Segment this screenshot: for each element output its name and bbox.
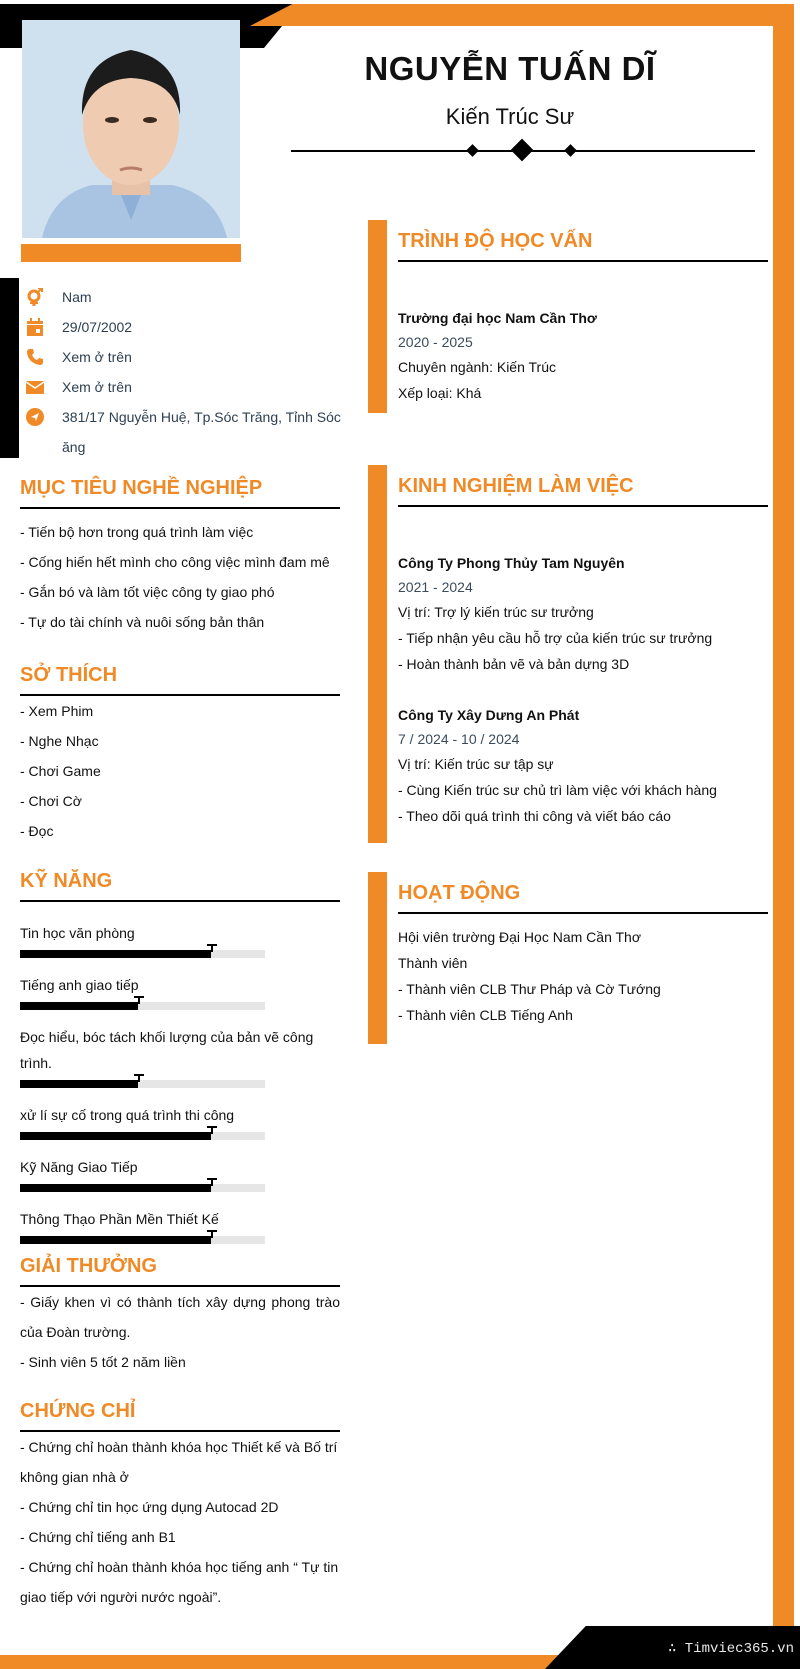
candidate-name: NGUYỄN TUẤN DĨ (364, 50, 656, 87)
section-hobbies (20, 662, 340, 846)
section-title: HOẠT ĐỘNG (398, 882, 521, 904)
contact-birthday: 29/07/2002 (26, 312, 346, 342)
phone-icon (26, 342, 62, 372)
section-rule (20, 900, 340, 902)
contact-address: 381/17 Nguyễn Huệ, Tp.Sóc Trăng, Tỉnh Sóc ăng (26, 402, 346, 462)
contact-gender: Nam (26, 282, 346, 312)
job-entry: Công Ty Xây Dưng An Phát 7 / 2024 - 10 / 2024 Vị trí: Kiến trúc sư tập sự - Cùng Kiến trúc sư chủ trì làm việc với khách hàng - Theo dõi quá trình thi công và viết báo cáo (398, 703, 768, 829)
skill-item: Thông Thạo Phần Mền Thiết Kế (20, 1206, 340, 1244)
skill-bar (20, 1236, 265, 1244)
section-experience (368, 465, 768, 843)
education-grade: Xếp loại: Khá (398, 385, 482, 401)
list-item: - Nghe Nhạc (20, 733, 99, 749)
contact-info (26, 282, 346, 462)
education-period: 2020 - 2025 (398, 334, 473, 350)
section-title: KINH NGHIỆM LÀM VIỆC (398, 475, 634, 497)
skill-bar (20, 1080, 265, 1088)
list-item: - Tự do tài chính và nuôi sống bản thân (20, 614, 265, 630)
section-title: CHỨNG CHỈ (20, 1400, 136, 1422)
list-item: - Giấy khen vì có thành tích xây dựng phong trào của Đoàn trường. (20, 1294, 340, 1340)
section-rule (398, 912, 768, 914)
skill-item: Kỹ Năng Giao Tiếp (20, 1154, 340, 1192)
decor-top-orange (250, 4, 780, 26)
location-icon (26, 402, 62, 432)
decor-right-orange (773, 4, 794, 1669)
list-item: - Chơi Game (20, 763, 101, 779)
list-item: - Gắn bó và làm tốt việc công ty giao phó (20, 584, 275, 600)
skill-item: xử lí sự cố trong quá trình thi công (20, 1102, 340, 1140)
skill-item: Tin học văn phòng (20, 920, 340, 958)
section-skills (20, 868, 340, 1258)
list-item: - Chứng chỉ tin học ứng dụng Autocad 2D (20, 1499, 279, 1515)
divider-diamond-left (466, 144, 479, 157)
email-icon (26, 372, 62, 402)
company-name: Công Ty Xây Dưng An Phát (398, 707, 580, 723)
list-item: - Chứng chỉ hoàn thành khóa học tiếng anh “ Tự tin giao tiếp với người nước ngoài”. (20, 1559, 339, 1605)
section-certificates (20, 1398, 340, 1612)
section-accent-bar (368, 872, 387, 1044)
school-name: Trường đại học Nam Cần Thơ (398, 310, 597, 326)
list-item: - Cống hiến hết mình cho công việc mình đam mê (20, 554, 330, 570)
section-title: KỸ NĂNG (20, 870, 113, 892)
skill-item: Tiếng anh giao tiếp (20, 972, 340, 1010)
candidate-role: Kiến Trúc Sư (445, 104, 575, 129)
list-item: - Đọc (20, 823, 54, 839)
contact-email: Xem ở trên (26, 372, 346, 402)
skill-bar (20, 1002, 265, 1010)
section-objective (20, 475, 340, 637)
skill-item: Đọc hiểu, bóc tách khối lượng của bản vẽ công trình. (20, 1024, 340, 1088)
section-title: MỤC TIÊU NGHỀ NGHIỆP (20, 477, 263, 499)
decor-left-black (0, 278, 19, 458)
list-item: - Tiến bộ hơn trong quá trình làm việc (20, 524, 254, 540)
job-entry: Công Ty Phong Thủy Tam Nguyên 2021 - 2024 Vị trí: Trợ lý kiến trúc sư trưởng - Tiếp nhận yêu cầu hỗ trợ của kiến trúc sư trưởng - Hoàn thành bản vẽ và bản dựng 3D (398, 551, 768, 677)
calendar-icon (26, 312, 62, 342)
gender-icon (26, 282, 62, 312)
list-item: - Xem Phim (20, 703, 94, 719)
section-rule (398, 505, 768, 507)
list-item: - Chứng chỉ hoàn thành khóa học Thiết kế và Bố trí không gian nhà ở (20, 1439, 338, 1485)
watermark: ∴ Timviec365.vn (667, 1641, 794, 1657)
list-item: - Chứng chỉ tiếng anh B1 (20, 1529, 176, 1545)
divider-diamond-center (511, 139, 534, 162)
list-item: - Sinh viên 5 tốt 2 năm liền (20, 1354, 186, 1370)
section-rule (398, 260, 768, 262)
section-accent-bar (368, 220, 387, 413)
photo-accent-bar (21, 244, 241, 262)
section-activities: HOẠT ĐỘNG Hội viên trường Đại Học Nam Cần Thơ Thành viên - Thành viên CLB Thư Pháp và Cờ Tướng - Thành viên CLB Tiếng Anh (368, 872, 768, 1044)
section-education (368, 220, 768, 413)
education-major: Chuyên ngành: Kiến Trúc (398, 359, 556, 375)
avatar (22, 20, 240, 238)
section-title: SỞ THÍCH (20, 664, 118, 686)
section-title: GIẢI THƯỞNG (20, 1255, 157, 1277)
skill-bar (20, 1184, 265, 1192)
section-awards (20, 1253, 340, 1377)
job-period: 2021 - 2024 (398, 579, 473, 595)
company-name: Công Ty Phong Thủy Tam Nguyên (398, 555, 625, 571)
decor-right-cap (770, 0, 800, 4)
section-accent-bar (368, 465, 387, 843)
job-period: 7 / 2024 - 10 / 2024 (398, 731, 520, 747)
skill-bar (20, 950, 265, 958)
contact-phone: Xem ở trên (26, 342, 346, 372)
section-title: TRÌNH ĐỘ HỌC VẤN (398, 230, 593, 252)
list-item: - Chơi Cờ (20, 793, 82, 809)
section-rule (20, 507, 340, 509)
skill-bar (20, 1132, 265, 1140)
divider-diamond-right (564, 144, 577, 157)
